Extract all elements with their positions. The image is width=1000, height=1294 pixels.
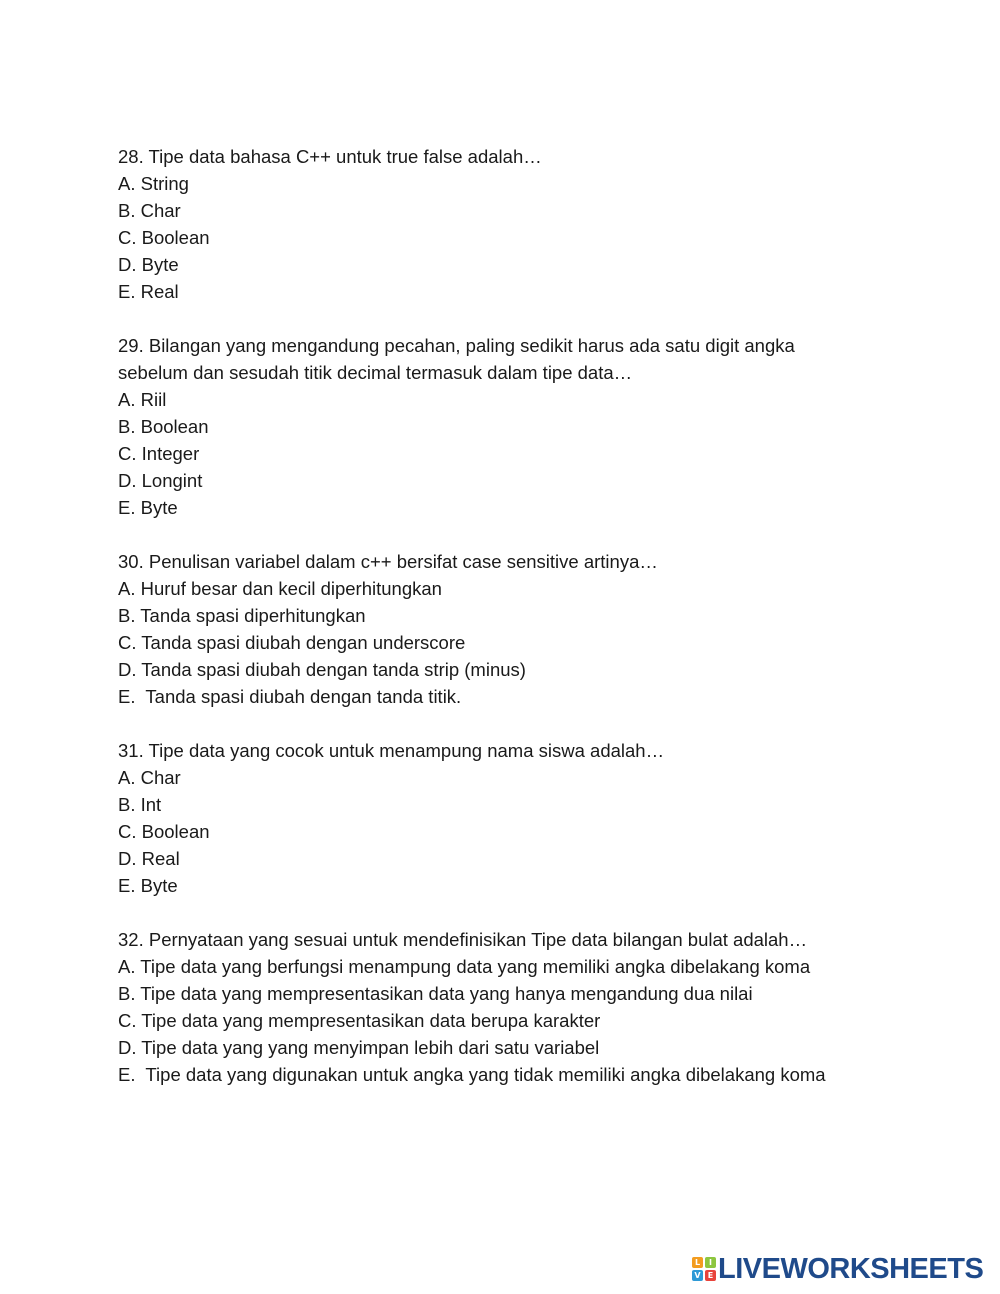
option-d: D. Tipe data yang yang menyimpan lebih dari satu variabel	[118, 1037, 600, 1058]
logo-letter-v: V	[692, 1270, 703, 1281]
option-b: B. Char	[118, 200, 181, 221]
option-e: E. Byte	[118, 875, 178, 896]
question-30	[118, 548, 918, 710]
option-e: E. Byte	[118, 497, 178, 518]
question-text: 31. Tipe data yang cocok untuk menampung nama siswa adalah…	[118, 740, 665, 761]
option-c: C. Boolean	[118, 227, 210, 248]
option-a: A. Tipe data yang berfungsi menampung data yang memiliki angka dibelakang koma	[118, 956, 811, 977]
option-e: E. Tipe data yang digunakan untuk angka yang tidak memiliki angka dibelakang koma	[118, 1064, 826, 1085]
option-a: A. Riil	[118, 389, 167, 410]
option-c: C. Tanda spasi diubah dengan underscore	[118, 632, 466, 653]
question-text: 30. Penulisan variabel dalam c++ bersifat case sensitive artinya…	[118, 551, 658, 572]
option-e: E. Tanda spasi diubah dengan tanda titik.	[118, 686, 462, 707]
option-b: B. Tanda spasi diperhitungkan	[118, 605, 366, 626]
option-b: B. Boolean	[118, 416, 209, 437]
worksheet	[118, 143, 918, 1115]
option-e: E. Real	[118, 281, 179, 302]
option-d: D. Real	[118, 848, 180, 869]
option-a: A. Huruf besar dan kecil diperhitungkan	[118, 578, 442, 599]
option-c: C. Integer	[118, 443, 200, 464]
option-c: C. Boolean	[118, 821, 210, 842]
logo-letter-i: I	[705, 1257, 716, 1268]
option-d: D. Longint	[118, 470, 203, 491]
logo-letter-e: E	[705, 1270, 716, 1281]
question-text: 28. Tipe data bahasa C++ untuk true false adalah…	[118, 146, 542, 167]
option-d: D. Byte	[118, 254, 179, 275]
option-a: A. String	[118, 173, 189, 194]
question-text-line-1: 29. Bilangan yang mengandung pecahan, paling sedikit harus ada satu digit angka	[118, 335, 795, 356]
question-28	[118, 143, 918, 305]
liveworksheets-logo	[692, 1253, 983, 1285]
option-a: A. Char	[118, 767, 181, 788]
option-b: B. Int	[118, 794, 162, 815]
question-31	[118, 737, 918, 899]
brand-name: LIVEWORKSHEETS	[718, 1252, 984, 1285]
question-text: 32. Pernyataan yang sesuai untuk mendefinisikan Tipe data bilangan bulat adalah…	[118, 929, 808, 950]
option-c: C. Tipe data yang mempresentasikan data berupa karakter	[118, 1010, 601, 1031]
option-b: B. Tipe data yang mempresentasikan data yang hanya mengandung dua nilai	[118, 983, 753, 1004]
question-29	[118, 332, 918, 521]
logo-grid-icon	[692, 1257, 716, 1281]
logo-letter-l: L	[692, 1257, 703, 1268]
question-32	[118, 926, 918, 1088]
option-d: D. Tanda spasi diubah dengan tanda strip (minus)	[118, 659, 526, 680]
question-text-line-2: sebelum dan sesudah titik decimal termasuk dalam tipe data…	[118, 362, 633, 383]
